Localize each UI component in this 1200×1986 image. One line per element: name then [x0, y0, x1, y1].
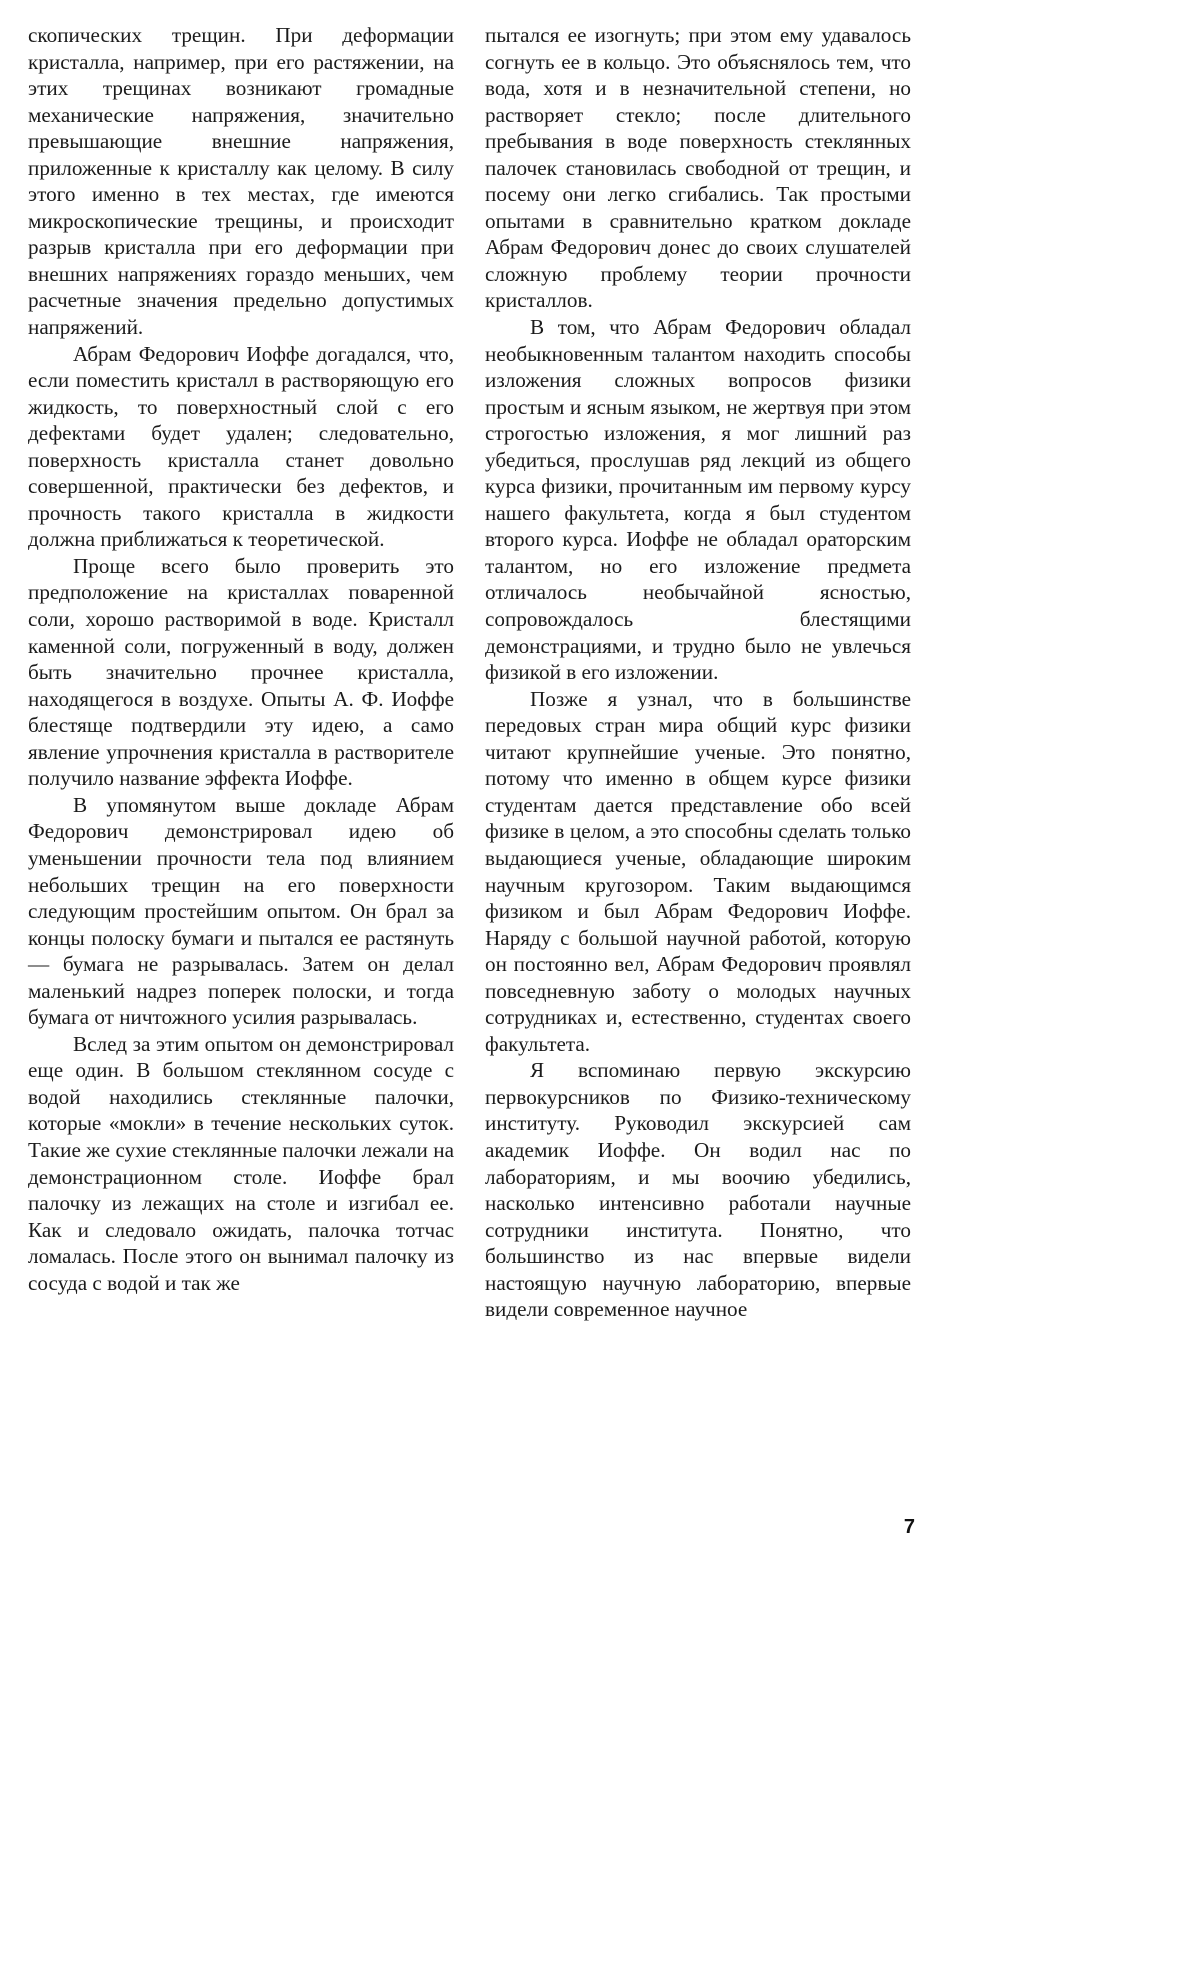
paragraph: Вслед за этим опытом он демонстрировал еще один. В большом стеклянном сосуде с водой находились стеклянные палочки, которые «мокли» в течение нескольких суток. Такие же сухие стеклянные палочки лежали на демонстрационном столе. Иоффе брал палочку из лежащих на столе и изгибал ее. Как и следовало ожидать, палочка тотчас ломалась. После этого он вынимал палочку из сосуда с водой и так же [28, 1031, 454, 1295]
paragraph: Позже я узнал, что в большинстве передовых стран мира общий курс физики читают крупнейшие ученые. Это понятно, потому что именно в общем курсе физики студентам дается представление обо всей физике в целом, а это способны сделать только выдающиеся ученые, обладающие широким научным кругозором. Таким выдающимся физиком и был Абрам Федорович Иоффе. Наряду с большой научной работой, которую он постоянно вел, Абрам Федорович проявлял повседневную заботу о молодых научных сотрудниках и, естественно, студентах своего факультета. [485, 686, 911, 1056]
left-text-column [28, 22, 454, 1296]
paragraph: Проще всего было проверить это предположение на кристаллах поваренной соли, хорошо растворимой в воде. Кристалл каменной соли, погруженный в воду, должен быть значительно прочнее кристалла, находящегося в воздухе. Опыты А. Ф. Иоффе блестяще подтвердили эту идею, а само явление упрочнения кристалла в растворителе получило название эффекта Иоффе. [28, 553, 454, 791]
page-number: 7 [903, 1516, 915, 1538]
paragraph: Я вспоминаю первую экскурсию первокурсников по Физико-техническому институту. Руководил экскурсией сам академик Иоффе. Он водил нас по лабораториям, и мы воочию убедились, насколько интенсивно работали научные сотрудники института. Понятно, что большинство из нас впервые видели настоящую научную лабораторию, впервые видели современное научное [485, 1058, 911, 1322]
right-text-column [485, 22, 911, 1323]
paragraph: В упомянутом выше докладе Абрам Федорович демонстрировал идею об уменьшении прочности тела под влиянием небольших трещин на его поверхности следующим простейшим опытом. Он брал за концы полоску бумаги и пытался ее растянуть — бумага не разрывалась. Затем он делал маленький надрез поперек полоски, и тогда бумага от ничтожного усилия разрывалась. [28, 792, 454, 1030]
paragraph: пытался ее изогнуть; при этом ему удавалось согнуть ее в кольцо. Это объяснялось тем, что вода, хотя и в незначительной степени, но растворяет стекло; после длительного пребывания в воде поверхность стеклянных палочек становилась свободной от трещин, и посему они легко сгибались. Так простыми опытами в сравнительно кратком докладе Абрам Федорович донес до своих слушателей сложную проблему теории прочности кристаллов. [485, 23, 911, 313]
paragraph: Абрам Федорович Иоффе догадался, что, если поместить кристалл в растворяющую его жидкость, то поверхностный слой с его дефектами будет удален; следовательно, поверхность кристалла станет довольно совершенной, практически без дефектов, и прочность такого кристалла в жидкости должна приближаться к теоретической. [28, 341, 454, 552]
paragraph: В том, что Абрам Федорович обладал необыкновенным талантом находить способы изложения сложных вопросов физики простым и ясным языком, не жертвуя при этом строгостью изложения, я мог лишний раз убедиться, прослушав ряд лекций из общего курса физики, прочитанным им первому курсу нашего факультета, когда я был студентом второго курса. Иоффе не обладал ораторским талантом, но его изложение предмета отличалось необычайной ясностью, сопровождалось блестящими демонстрациями, и трудно было не увлечься физикой в его изложении. [485, 315, 911, 685]
paragraph: скопических трещин. При деформации кристалла, например, при его растяжении, на этих трещинах возникают громадные механические напряжения, значительно превышающие внешние напряжения, приложенные к кристаллу как целому. В силу этого именно в тех местах, где имеются микроскопические трещины, и происходит разрыв кристалла при его деформации при внешних напряжениях гораздо меньших, чем расчетные значения предельно допустимых напряжений. [28, 23, 454, 340]
